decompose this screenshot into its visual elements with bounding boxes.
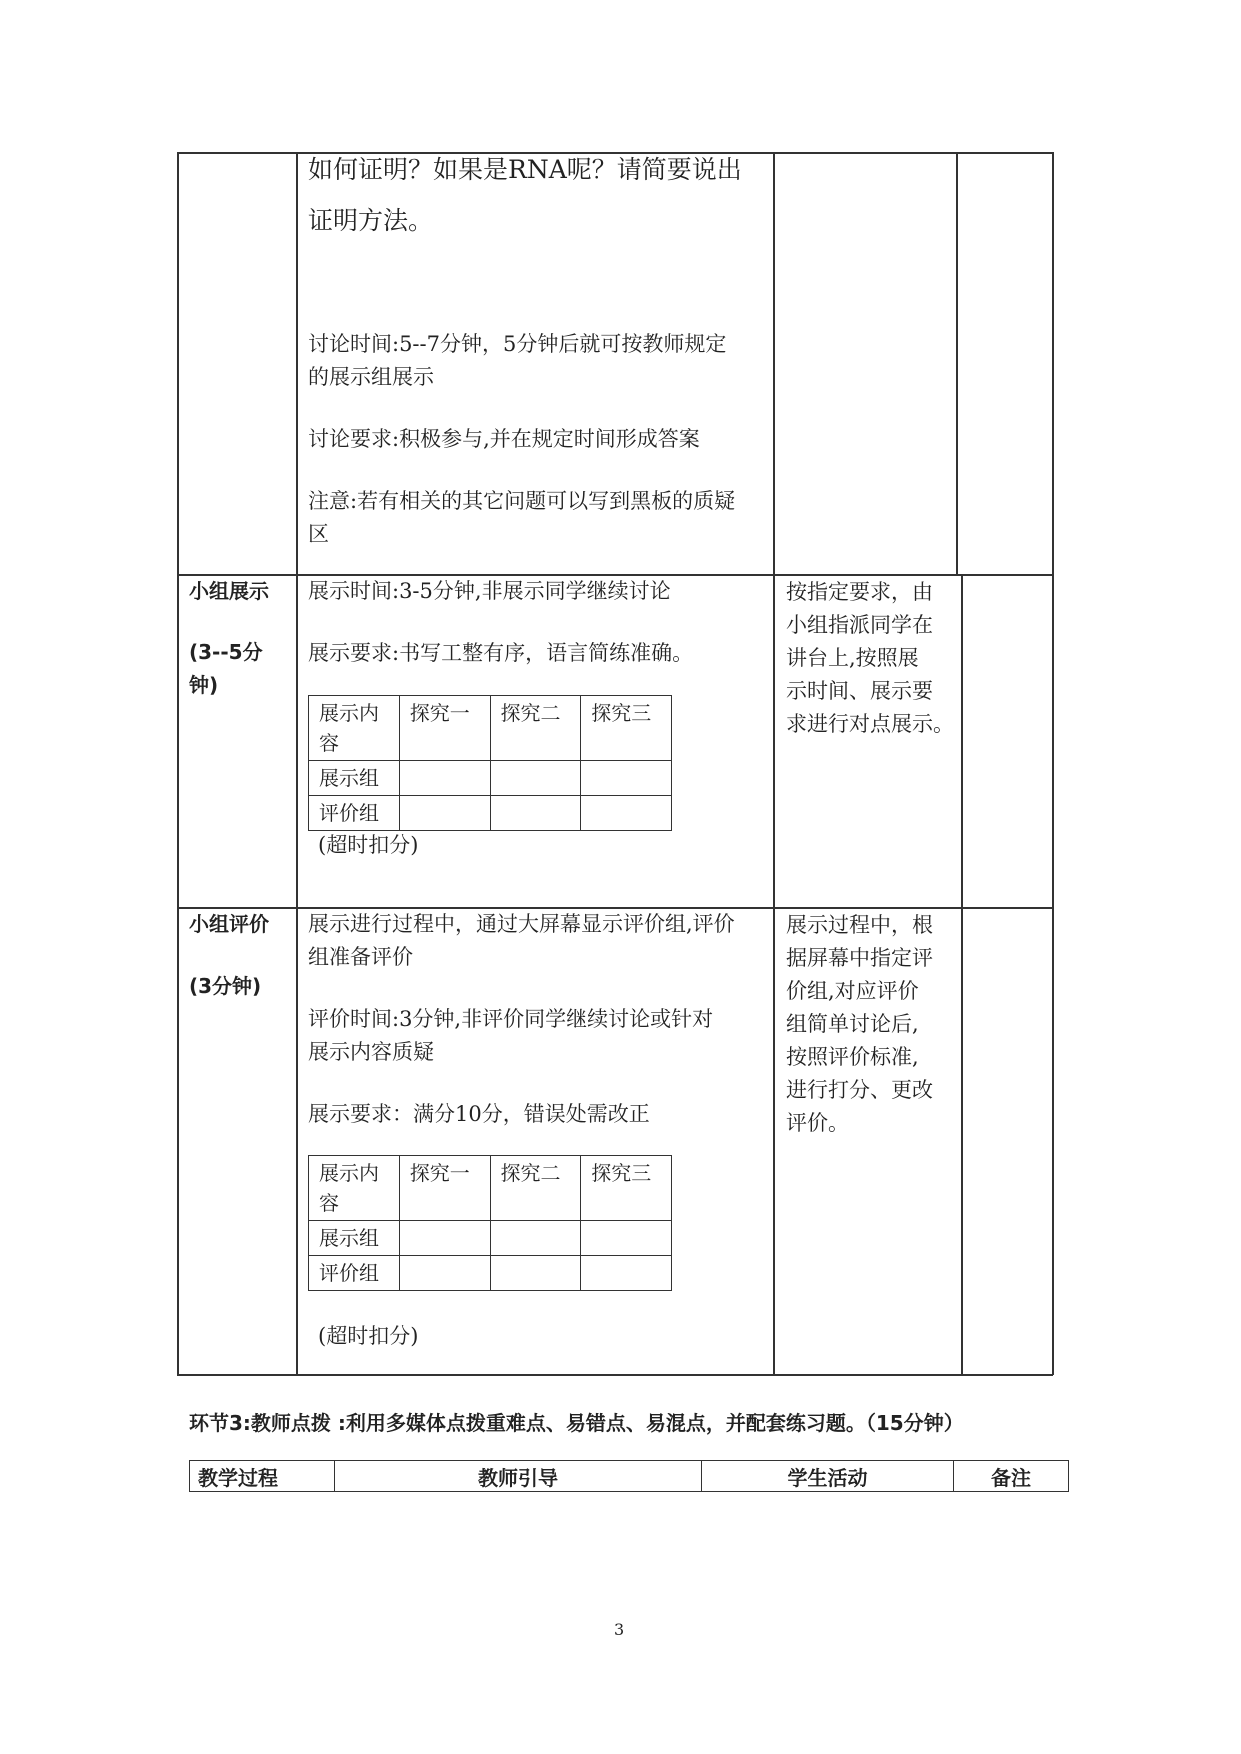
row2-display-table [308, 695, 672, 831]
table-cell [490, 1221, 581, 1256]
row2-stage-duration-2: 钟) [189, 673, 219, 697]
table-cell [490, 1256, 581, 1291]
header-student-activity: 学生活动 [702, 1461, 954, 1492]
row3-student-line: 价组,对应评价 [786, 979, 919, 1003]
row2-stage-title: 小组展示 [189, 579, 269, 603]
table-cell [399, 761, 490, 796]
page-number: 3 [614, 1620, 625, 1639]
row1-guide-line-1: 如何证明？如果是RNA呢？请简要说出 [308, 155, 742, 184]
row2-overtime: (超时扣分) [318, 833, 419, 857]
row3-student-line: 组简单讨论后, [786, 1012, 919, 1036]
table-border-bottom [177, 1374, 1053, 1376]
row2-student-line: 求进行对点展示。 [786, 712, 954, 736]
row2-time: 展示时间:3-5分钟,非展示同学继续讨论 [308, 579, 671, 603]
table-row [309, 1256, 672, 1291]
table-cell [490, 796, 581, 831]
header-remarks: 备注 [954, 1461, 1069, 1492]
table-cell [581, 1256, 672, 1291]
table-col-divider-2 [773, 152, 775, 1375]
header-teacher-guide: 教师引导 [335, 1461, 702, 1492]
row3-student-line: 展示过程中，根 [786, 913, 933, 937]
row3-stage-duration: (3分钟) [189, 974, 262, 998]
table-cell [399, 1256, 490, 1291]
row2-student-line: 小组指派同学在 [786, 613, 933, 637]
row1-guide-line-2: 证明方法。 [308, 206, 434, 235]
table-cell [581, 1221, 672, 1256]
row3-student-line: 进行打分、更改 [786, 1078, 933, 1102]
table-border-left [177, 152, 179, 1375]
table-col-divider-3a [956, 152, 958, 574]
row3-student-line: 评价。 [786, 1111, 849, 1135]
table-row-label: 展示组 [309, 761, 400, 796]
table-row-label: 评价组 [309, 796, 400, 831]
row3-intro-2: 组准备评价 [308, 945, 413, 969]
table-row [309, 761, 672, 796]
row3-stage-title: 小组评价 [189, 912, 269, 936]
table-col-divider-3b [961, 574, 963, 1375]
row1-note-2: 区 [308, 522, 329, 546]
table-row-label: 展示组 [309, 1221, 400, 1256]
table-header-cell: 探究三 [581, 1156, 672, 1221]
table-row [309, 696, 672, 761]
row1-discuss-time-2: 的展示组展示 [308, 365, 434, 389]
section3-header-table [189, 1460, 1069, 1492]
header-teaching-process: 教学过程 [190, 1461, 335, 1492]
row3-intro-1: 展示进行过程中，通过大屏幕显示评价组,评价 [308, 912, 735, 936]
row1-discuss-req: 讨论要求:积极参与,并在规定时间形成答案 [308, 427, 700, 451]
row2-req: 展示要求:书写工整有序，语言简练准确。 [308, 641, 694, 665]
table-header-cell: 探究二 [490, 1156, 581, 1221]
row3-student-line: 按照评价标准, [786, 1045, 919, 1069]
table-row [309, 1221, 672, 1256]
table-cell [399, 1221, 490, 1256]
row3-student-line: 据屏幕中指定评 [786, 946, 933, 970]
row3-time-1: 评价时间:3分钟,非评价同学继续讨论或针对 [308, 1007, 714, 1031]
table-row-label: 评价组 [309, 1256, 400, 1291]
row2-student-line: 按指定要求，由 [786, 580, 933, 604]
row3-time-2: 展示内容质疑 [308, 1040, 434, 1064]
table-col-divider-1 [296, 152, 298, 1375]
row1-note-1: 注意:若有相关的其它问题可以写到黑板的质疑 [308, 489, 736, 513]
table-cell [581, 761, 672, 796]
row2-student-line: 讲台上,按照展 [786, 646, 919, 670]
row3-req: 展示要求：满分10分，错误处需改正 [308, 1102, 650, 1126]
table-row [309, 1156, 672, 1221]
row1-discuss-time-1: 讨论时间:5--7分钟，5分钟后就可按教师规定 [308, 332, 727, 356]
table-header-cell: 探究二 [490, 696, 581, 761]
table-row [190, 1461, 1069, 1492]
table-row [309, 796, 672, 831]
table-cell [399, 796, 490, 831]
table-border-right [1052, 152, 1054, 1375]
table-cell [581, 796, 672, 831]
table-header-cell: 展示内容 [309, 1156, 400, 1221]
row3-overtime: (超时扣分) [318, 1324, 419, 1348]
table-cell [490, 761, 581, 796]
row2-stage-duration-1: (3--5分 [189, 640, 263, 664]
table-header-cell: 探究三 [581, 696, 672, 761]
table-header-cell: 探究一 [399, 696, 490, 761]
row3-display-table [308, 1155, 672, 1291]
table-header-cell: 探究一 [399, 1156, 490, 1221]
table-header-cell: 展示内容 [309, 696, 400, 761]
section3-title: 环节3:教师点拨 :利用多媒体点拨重难点、易错点、易混点，并配套练习题。（15分钟） [189, 1411, 964, 1435]
row2-student-line: 示时间、展示要 [786, 679, 933, 703]
